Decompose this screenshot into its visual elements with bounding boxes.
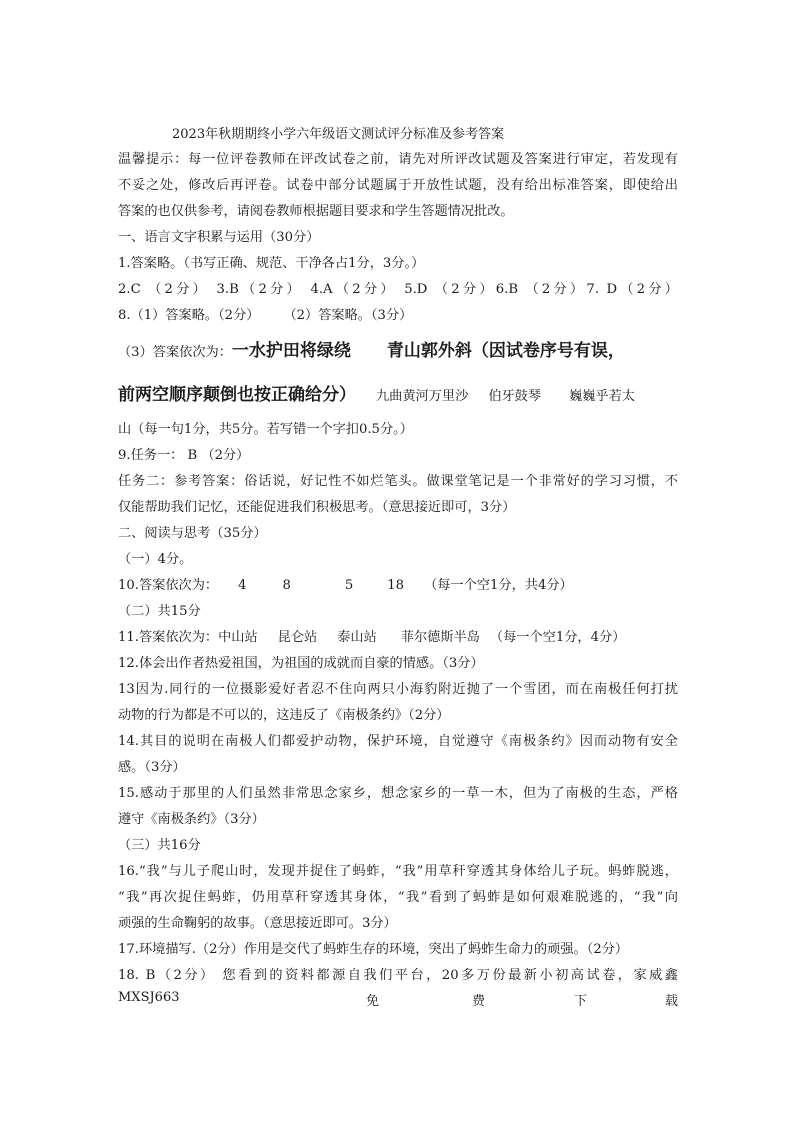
answer-q11-a1: 中山站 <box>218 630 258 645</box>
answer-q8-2: （2）答案略。（3分） <box>283 308 413 323</box>
section-1-heading: 一、语言文字积累与运用（30分） <box>118 230 320 245</box>
document-body <box>118 147 678 989</box>
footer-word-1: 免 <box>366 994 380 1009</box>
notice-line-1: 温馨提示：每一位评卷教师在评改试卷之前，请先对所评改试题及答案进行审定，若发现有 <box>118 152 678 167</box>
answer-q11-a2: 昆仑站 <box>277 630 318 645</box>
answer-q10 <box>118 573 678 599</box>
answer-q10-a4: 18 <box>387 578 405 593</box>
answer-q14-line-2: 感。（3分） <box>118 760 186 775</box>
answer-q11-label: 11.答案依次为： <box>118 630 219 645</box>
answer-q8-3-poem-1: 九曲黄河万里沙 <box>376 389 469 404</box>
answer-q8-3-bold-3: 前两空顺序颠倒也按正确给分） <box>118 385 356 405</box>
answer-q13-line-1: 13因为.同行的一位摄影爱好者忍不住向两只小海豹附近抛了一个雪团，而在南极任何打扰 <box>118 682 678 697</box>
answer-q13-line-2: 动物的行为都是不可以的，这违反了《南极条约》（2分） <box>118 708 450 723</box>
answer-q9-task-2-line-2: 仅能帮助我们记忆，还能促进我们积极思考。（意思接近即可，3分） <box>118 500 516 515</box>
section-2-heading: 二、阅读与思考（35分） <box>118 526 267 541</box>
answer-q8-3-bold-2: 青山郭外斜（因试卷序号有误， <box>386 341 625 361</box>
answer-q2-q7: 2.C （2分） 3.B（2分） 4.A（2分） 5.D （2分）6.B （2分）7. D（2分） <box>118 282 678 297</box>
answer-q14-line-1: 14.其目的说明在南极人们都爱护动物，保护环境，自觉遵守《南极条约》因而动物有安全 <box>118 734 678 749</box>
page-footer <box>118 990 678 1012</box>
answer-q11-note: （每一个空1分，4分） <box>489 630 626 645</box>
answer-q12: 12.体会出作者热爱祖国，为祖国的成就而自豪的情感。（3分） <box>118 656 484 671</box>
footer-word-3: 下 <box>574 994 588 1009</box>
document-title: 2023年秋期期终小学六年级语文测试评分标准及参考答案 <box>172 127 505 142</box>
notice-line-3: 答案的也仅供参考，请阅卷教师根据题目要求和学生答题情况批改。 <box>118 204 514 219</box>
part-2-heading: （二）共15分 <box>118 604 201 619</box>
answer-q9-task-1: 9.任务一： B （2分） <box>118 448 250 463</box>
answer-q17: 17.环境描写.（2分）作用是交代了蚂蚱生存的环境，突出了蚂蚱生命力的顽强。（2分） <box>118 942 629 957</box>
answer-q8-3-prefix: （3）答案依次为： <box>118 345 232 360</box>
part-3-heading: （三）共16分 <box>118 838 201 853</box>
footer-word-2: 费 <box>472 994 486 1009</box>
notice-line-2: 不妥之处，修改后再评卷。试卷中部分试题属于开放性试题，没有给出标准答案，即使给出 <box>118 178 678 193</box>
answer-q8-3-poem-3: 巍巍乎若太 <box>569 389 635 404</box>
footer-word-4: 载 <box>665 994 679 1009</box>
answer-q11-a4: 菲尔德斯半岛 <box>400 630 480 645</box>
answer-q16-line-3: 顽强的生命鞠躬的故事。（意思接近即可。3分） <box>118 916 397 931</box>
answer-q10-a2: 8 <box>282 578 291 593</box>
footer-code: MXSJ663 <box>118 990 180 1005</box>
answer-q15-line-1: 15.感动于那里的人们虽然非常思念家乡，想念家乡的一草一木，但为了南极的生态，严格 <box>118 786 678 801</box>
answer-q9-task-2-line-1: 任务二：参考答案：俗话说，好记性不如烂笔头。做课堂笔记是一个非常好的学习习惯，不 <box>118 474 678 489</box>
answer-q16-line-2: “我”再次捉住蚂蚱，仍用草秆穿透其身体，“我”看到了蚂蚱是如何艰难脱逃的，“我”向 <box>118 890 678 905</box>
answer-q8-3-tail: 山（每一句1分，共5分。若写错一个字扣0.5分。） <box>118 422 413 437</box>
answer-q8-3-poem-2: 伯牙鼓琴 <box>488 389 542 404</box>
answer-q10-note: （每一个空1分，共4分） <box>424 578 573 593</box>
answer-q11 <box>118 625 678 651</box>
answer-q10-label: 10.答案依次为： <box>118 578 219 593</box>
answer-q8-row <box>118 303 678 329</box>
answer-q1: 1.答案略。（书写正确、规范、干净各占1分，3分。） <box>118 256 425 271</box>
answer-q10-a3: 5 <box>344 578 354 593</box>
answer-q16-line-1: 16.“我”与儿子爬山时，发现并捉住了蚂蚱，“我”用草秆穿透其身体给儿子玩。蚂蚱脱逃， <box>118 864 678 879</box>
answer-q11-a3: 泰山站 <box>337 630 377 645</box>
answer-q18: 18. B（2分） 您看到的资料都源自我们平台，20多万份最新小初高试卷，家威鑫 <box>118 968 678 983</box>
answer-q8-3-row-2 <box>118 373 678 417</box>
answer-q10-a1: 4 <box>238 578 247 593</box>
answer-q8-3-bold-1: 一水护田将绿绕 <box>231 341 351 361</box>
answer-q15-line-2: 遵守《南极条约》（3分） <box>118 812 265 827</box>
answer-q8-3-row <box>118 329 678 373</box>
part-1-heading: （一）4分。 <box>118 552 193 567</box>
answer-q8-1: 8.（1）答案略。（2分） <box>118 308 260 323</box>
